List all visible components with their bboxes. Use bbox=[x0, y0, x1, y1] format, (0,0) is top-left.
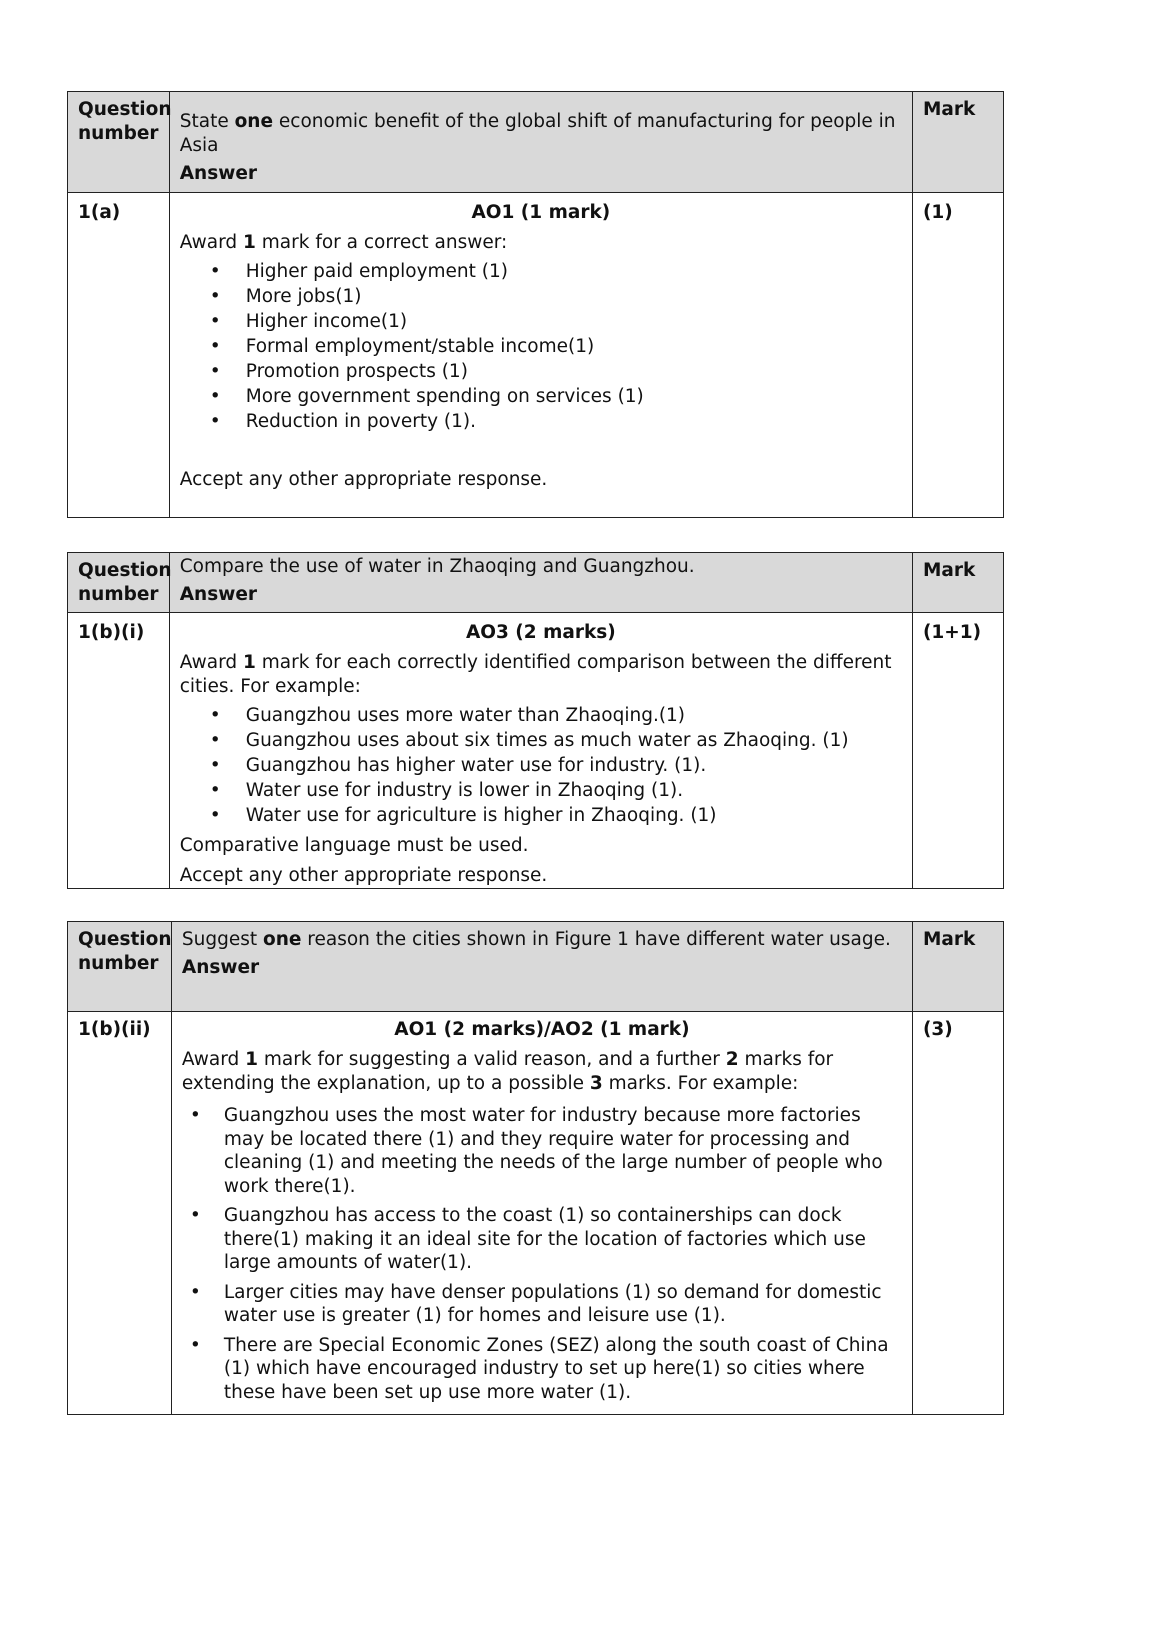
assessment-objective: AO3 (2 marks) bbox=[465, 622, 616, 643]
question-text: Suggest one reason the cities shown in Figure 1 have different water usage. bbox=[181, 929, 891, 950]
question-text: Compare the use of water in Zhaoqing and Guangzhou. bbox=[179, 556, 695, 577]
list-item: • Higher paid employment (1) bbox=[180, 259, 902, 284]
table-header-row bbox=[68, 553, 1004, 613]
question-number-label: Question number bbox=[68, 92, 170, 193]
table-header-row bbox=[68, 92, 1004, 193]
assessment-objective: AO1 (2 marks)/AO2 (1 mark) bbox=[394, 1019, 690, 1040]
list-item: • Guangzhou uses about six times as much water as Zhaoqing. (1) bbox=[180, 728, 902, 753]
list-item: • Guangzhou uses the most water for industry because more factories may be located there (1) and they require water for processing and cleaning (1) and meeting the needs of the large number of people who work there(1). bbox=[182, 1104, 902, 1198]
accept-other-note: Accept any other appropriate response. bbox=[179, 469, 548, 490]
list-item: • Higher income(1) bbox=[180, 309, 902, 334]
question-number-label: Question number bbox=[68, 553, 170, 613]
mark-label: Mark bbox=[912, 92, 1003, 193]
comparative-language-note: Comparative language must be used. bbox=[179, 835, 529, 856]
question-number: 1(a) bbox=[68, 193, 170, 518]
answer-row bbox=[68, 613, 1004, 889]
mark-value: (1) bbox=[912, 193, 1003, 518]
question-cell bbox=[169, 92, 912, 193]
list-item: • More government spending on services (1) bbox=[180, 384, 902, 409]
list-item: • Guangzhou uses more water than Zhaoqing.(1) bbox=[180, 703, 902, 728]
mark-value: (1+1) bbox=[912, 613, 1003, 889]
list-item: • Guangzhou has access to the coast (1) so containerships can dock there(1) making it an ideal site for the location of factories which use large amounts of water(1). bbox=[182, 1204, 902, 1275]
award-instruction: Award 1 mark for a correct answer: bbox=[179, 232, 508, 253]
question-cell bbox=[171, 922, 912, 1012]
mark-label: Mark bbox=[912, 922, 1003, 1012]
answer-cell bbox=[171, 1012, 912, 1415]
answer-label: Answer bbox=[179, 163, 257, 184]
award-instruction: Award 1 mark for suggesting a valid reason, and a further 2 marks for extending the explanation, up to a possible 3 marks. For example: bbox=[181, 1049, 834, 1094]
answer-cell bbox=[169, 613, 912, 889]
question-text: State one economic benefit of the global shift of manufacturing for people in Asia bbox=[179, 111, 896, 156]
answer-cell bbox=[169, 193, 912, 518]
mark-scheme-table-1bii bbox=[67, 921, 1004, 1415]
mark-scheme-table-1bi bbox=[67, 552, 1004, 889]
list-item: • Larger cities may have denser populations (1) so demand for domestic water use is greater (1) for homes and leisure use (1). bbox=[182, 1281, 902, 1328]
list-item: • Water use for agriculture is higher in Zhaoqing. (1) bbox=[180, 803, 902, 828]
list-item: • There are Special Economic Zones (SEZ) along the south coast of China (1) which have encouraged industry to set up here(1) so cities where these have been set up use more water (1). bbox=[182, 1334, 902, 1405]
list-item: • Formal employment/stable income(1) bbox=[180, 334, 902, 359]
answer-row bbox=[68, 1012, 1004, 1415]
mark-value: (3) bbox=[912, 1012, 1003, 1415]
question-number: 1(b)(i) bbox=[68, 613, 170, 889]
answer-bullet-list bbox=[180, 703, 902, 828]
list-item: • Water use for industry is lower in Zhaoqing (1). bbox=[180, 778, 902, 803]
answer-label: Answer bbox=[181, 957, 260, 978]
answer-bullet-list bbox=[182, 1104, 902, 1404]
question-cell bbox=[169, 553, 912, 613]
mark-scheme-table-1a bbox=[67, 91, 1004, 518]
table-header-row bbox=[68, 922, 1004, 1012]
accept-other-note: Accept any other appropriate response. bbox=[179, 865, 548, 886]
list-item: • Guangzhou has higher water use for industry. (1). bbox=[180, 753, 902, 778]
mark-label: Mark bbox=[912, 553, 1003, 613]
answer-label: Answer bbox=[179, 584, 257, 605]
list-item: • Promotion prospects (1) bbox=[180, 359, 902, 384]
answer-row bbox=[68, 193, 1004, 518]
list-item: • More jobs(1) bbox=[180, 284, 902, 309]
assessment-objective: AO1 (1 mark) bbox=[471, 202, 611, 223]
award-instruction: Award 1 mark for each correctly identified comparison between the different cities. For example: bbox=[179, 652, 892, 697]
list-item: • Reduction in poverty (1). bbox=[180, 409, 902, 434]
question-number-label: Question number bbox=[68, 922, 172, 1012]
question-number: 1(b)(ii) bbox=[68, 1012, 172, 1415]
answer-bullet-list bbox=[180, 259, 902, 434]
